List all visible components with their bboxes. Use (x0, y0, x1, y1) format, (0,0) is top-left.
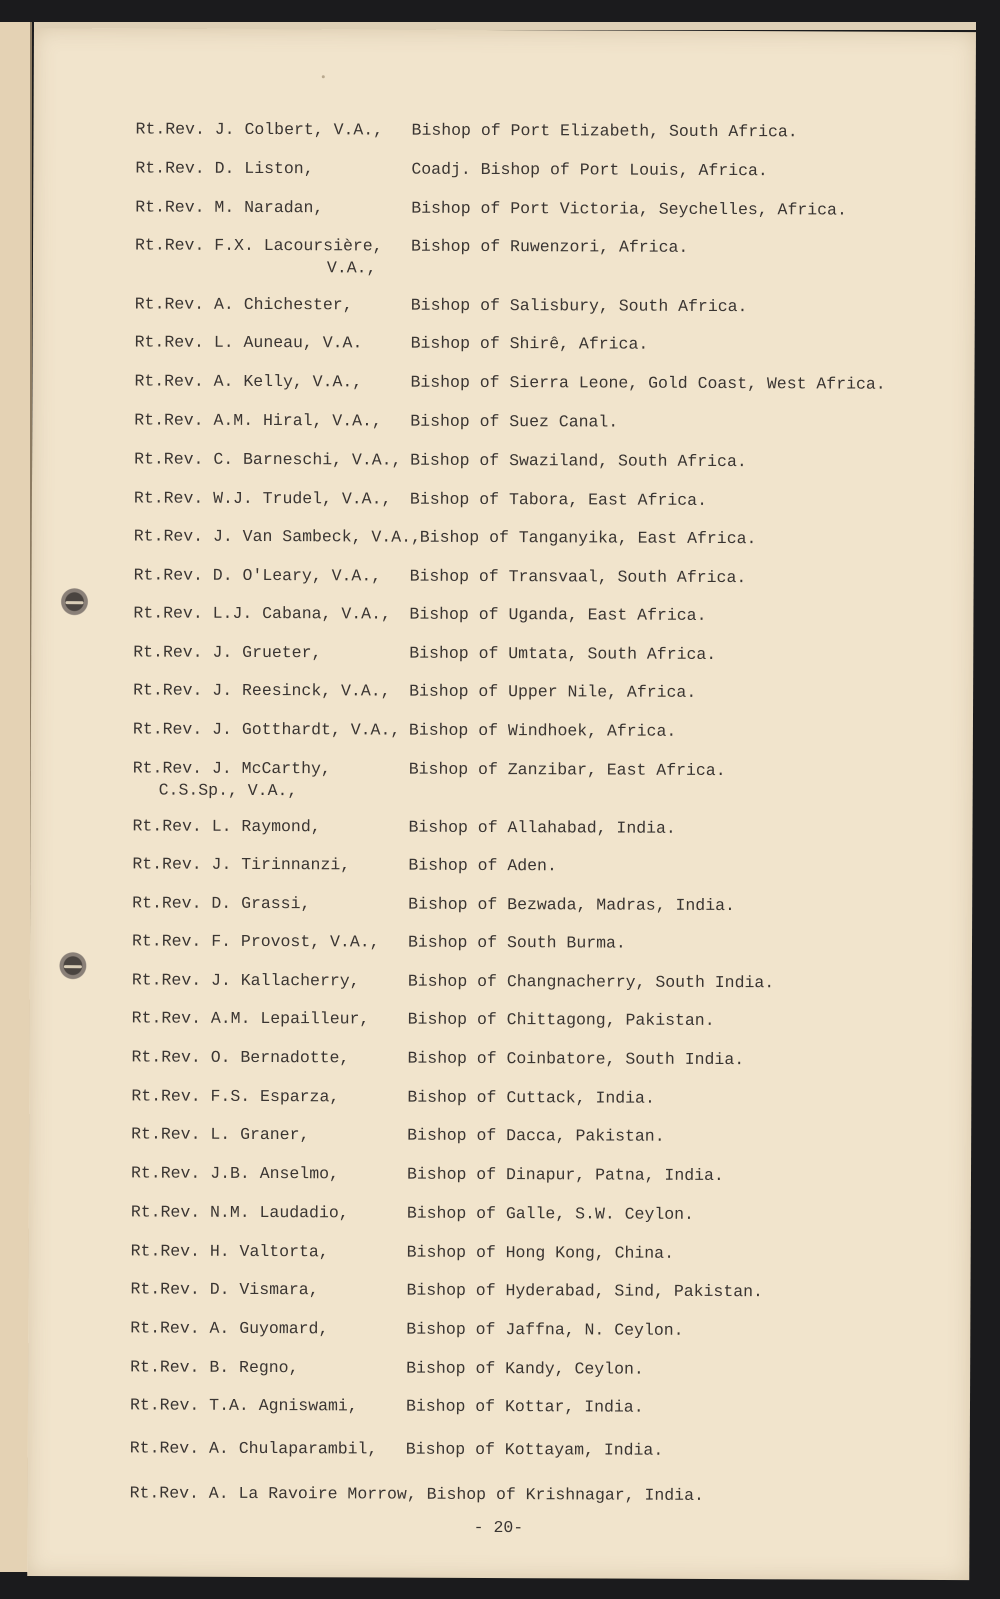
list-item (33, 293, 975, 317)
bishop-see: Bishop of Changnacherry, South India. (407, 971, 775, 993)
bishop-see: Bishop of Swaziland, South Africa. (410, 450, 747, 472)
list-item (31, 757, 973, 801)
bishop-name: Rt.Rev. L.J. Cabana, V.A., (133, 603, 391, 624)
bishop-name: Rt.Rev. A. Chichester, (134, 294, 353, 315)
list-item (32, 487, 974, 510)
bishop-name: Rt.Rev. D. O'Leary, V.A., (133, 565, 382, 586)
bishop-name-continuation: V.A., (326, 258, 377, 278)
list-item (31, 641, 973, 664)
bishop-name: Rt.Rev. J. Reesinck, V.A., (133, 680, 391, 701)
bishop-see: Bishop of Kandy, Ceylon. (406, 1358, 644, 1379)
list-item (30, 1007, 972, 1030)
bishop-name: Rt.Rev. L. Graner, (131, 1124, 310, 1145)
bishop-entry-full-line: Rt.Rev. A. La Ravoire Morrow, Bishop of Krishnagar, India. (129, 1483, 704, 1505)
bishop-name: Rt.Rev. C. Barneschi, V.A., (134, 449, 402, 470)
bishop-see: Bishop of Cuttack, India. (407, 1087, 655, 1108)
bishop-see: Bishop of Umtata, South Africa. (409, 643, 717, 664)
bishop-name: Rt.Rev. J. Colbert, V.A., (135, 119, 384, 140)
bishop-see: Bishop of Allahabad, India. (408, 817, 676, 838)
list-item (28, 1437, 970, 1460)
bishop-see: Bishop of Port Elizabeth, South Africa. (411, 120, 798, 142)
list-item (29, 1201, 971, 1224)
bishop-see: Bishop of Upper Nile, Africa. (409, 681, 697, 702)
list-item (32, 448, 974, 472)
bishop-name: Rt.Rev. L. Auneau, V.A. (134, 332, 363, 353)
bishop-see: Bishop of Zanzibar, East Africa. (408, 759, 726, 781)
list-item (33, 157, 975, 181)
bishop-see: Bishop of Bezwada, Madras, India. (408, 894, 735, 916)
bishop-see: Bishop of Transvaal, South Africa. (409, 566, 747, 588)
list-item (31, 815, 973, 838)
bishop-name: Rt.Rev. F. Provost, V.A., (131, 931, 380, 952)
bishop-see: Bishop of Kottar, India. (405, 1396, 644, 1417)
bishop-see: Bishop of Kottayam, India. (405, 1439, 664, 1460)
bishop-name: Rt.Rev. A.M. Lepailleur, (131, 1008, 370, 1029)
list-item (30, 930, 972, 953)
list-item (28, 1317, 970, 1340)
list-item (29, 1278, 971, 1302)
list-item (32, 564, 974, 588)
list-item (31, 718, 973, 741)
bishop-name: Rt.Rev. J. Grueter, (133, 642, 322, 663)
bishop-see: Bishop of Salisbury, South Africa. (410, 295, 748, 317)
bishop-see: Bishop of Tabora, East Africa. (409, 489, 708, 510)
bishop-see: Bishop of Hyderabad, Sind, Pakistan. (406, 1280, 764, 1302)
bishop-name: Rt.Rev. F.S. Esparza, (131, 1086, 340, 1107)
bishop-name-continuation: C.S.Sp., V.A., (158, 780, 298, 801)
bishop-see: Bishop of Suez Canal. (410, 411, 619, 432)
bishop-name: Rt.Rev. O. Bernadotte, (131, 1047, 350, 1068)
bishop-see: Bishop of Galle, S.W. Ceylon. (406, 1203, 695, 1224)
bishop-name: Rt.Rev. T.A. Agniswami, (129, 1395, 358, 1416)
list-item (33, 234, 975, 278)
bishop-see: Bishop of Hong Kong, China. (406, 1242, 675, 1263)
list-item (33, 370, 975, 394)
bishop-see: Bishop of Dinapur, Patna, India. (406, 1164, 724, 1186)
bishop-name: Rt.Rev. D. Vismara, (130, 1279, 319, 1300)
list-item (29, 1123, 971, 1146)
list-item (28, 1482, 970, 1505)
bishop-name: Rt.Rev. A. Guyomard, (130, 1318, 329, 1339)
list-item (30, 1046, 972, 1070)
bishop-see: Bishop of Sierra Leone, Gold Coast, West Africa. (410, 372, 886, 394)
bishop-name: Rt.Rev. F.X. Lacoursière, (135, 235, 383, 256)
bishop-name: Rt.Rev. A. Kelly, V.A., (134, 371, 363, 392)
bishop-see: Bishop of Coinbatore, South India. (407, 1048, 745, 1070)
bishop-see: Coadj. Bishop of Port Louis, Africa. (411, 159, 768, 181)
list-item (34, 118, 976, 142)
bishop-name: Rt.Rev. M. Naradan, (135, 197, 324, 218)
bishop-name: Rt.Rev. D. Grassi, (132, 893, 311, 914)
list-item (31, 679, 973, 702)
bishop-name: Rt.Rev. J. McCarthy, (132, 758, 331, 779)
bishop-see: Bishop of Windhoek, Africa. (408, 720, 677, 741)
bishop-see: Bishop of Jaffna, N. Ceylon. (406, 1319, 684, 1340)
bishop-see: Bishop of South Burma. (407, 932, 626, 953)
list-item (30, 969, 972, 993)
bishop-name: Rt.Rev. L. Raymond, (132, 816, 321, 837)
list-item (30, 853, 972, 876)
bishop-name: Rt.Rev. H. Valtorta, (130, 1241, 329, 1262)
list-item (32, 409, 974, 432)
bishop-see: Bishop of Aden. (408, 855, 557, 876)
bishop-name: Rt.Rev. J.B. Anselmo, (130, 1163, 339, 1184)
page-number: - 20- (473, 1517, 524, 1538)
bishop-name: Rt.Rev. J. Van Sambeck, V.A., (133, 526, 421, 547)
bishop-name: Rt.Rev. A. Chulaparambil, (129, 1438, 378, 1459)
bishop-name: Rt.Rev. N.M. Laudadio, (130, 1202, 349, 1223)
document-page (27, 28, 976, 1580)
bishop-name: Rt.Rev. J. Tirinnanzi, (132, 854, 351, 875)
bishop-see: Bishop of Ruwenzori, Africa. (411, 236, 689, 257)
list-item (28, 1394, 970, 1417)
bishop-name: Rt.Rev. J. Kallacherry, (131, 970, 360, 991)
paper-speck (322, 75, 325, 78)
bishop-see: Bishop of Shirê, Africa. (410, 333, 649, 354)
list-item (29, 1240, 971, 1263)
bishop-see: Bishop of Tanganyika, East Africa. (419, 527, 757, 549)
list-item (30, 892, 972, 916)
list-item (28, 1356, 970, 1379)
list-item (29, 1085, 971, 1108)
bishop-see: Bishop of Chittagong, Pakistan. (407, 1009, 715, 1030)
list-item (31, 602, 973, 625)
bishop-see: Bishop of Port Victoria, Seychelles, Africa. (411, 198, 847, 220)
previous-page-edge (0, 22, 32, 1572)
list-item (33, 196, 975, 220)
bishop-see: Bishop of Dacca, Pakistan. (407, 1125, 665, 1146)
list-item (29, 1162, 971, 1186)
punch-hole-icon (59, 588, 89, 618)
bishop-see: Bishop of Uganda, East Africa. (409, 604, 707, 625)
list-item (32, 525, 974, 549)
bishop-name: Rt.Rev. B. Regno, (130, 1357, 299, 1378)
bishop-name: Rt.Rev. A.M. Hiral, V.A., (134, 410, 382, 431)
bishop-name: Rt.Rev. D. Liston, (135, 158, 314, 179)
bishop-name: Rt.Rev. J. Gotthardt, V.A., (132, 719, 401, 740)
list-item (33, 331, 975, 354)
bishop-name: Rt.Rev. W.J. Trudel, V.A., (133, 488, 392, 509)
punch-hole-icon (58, 952, 88, 982)
